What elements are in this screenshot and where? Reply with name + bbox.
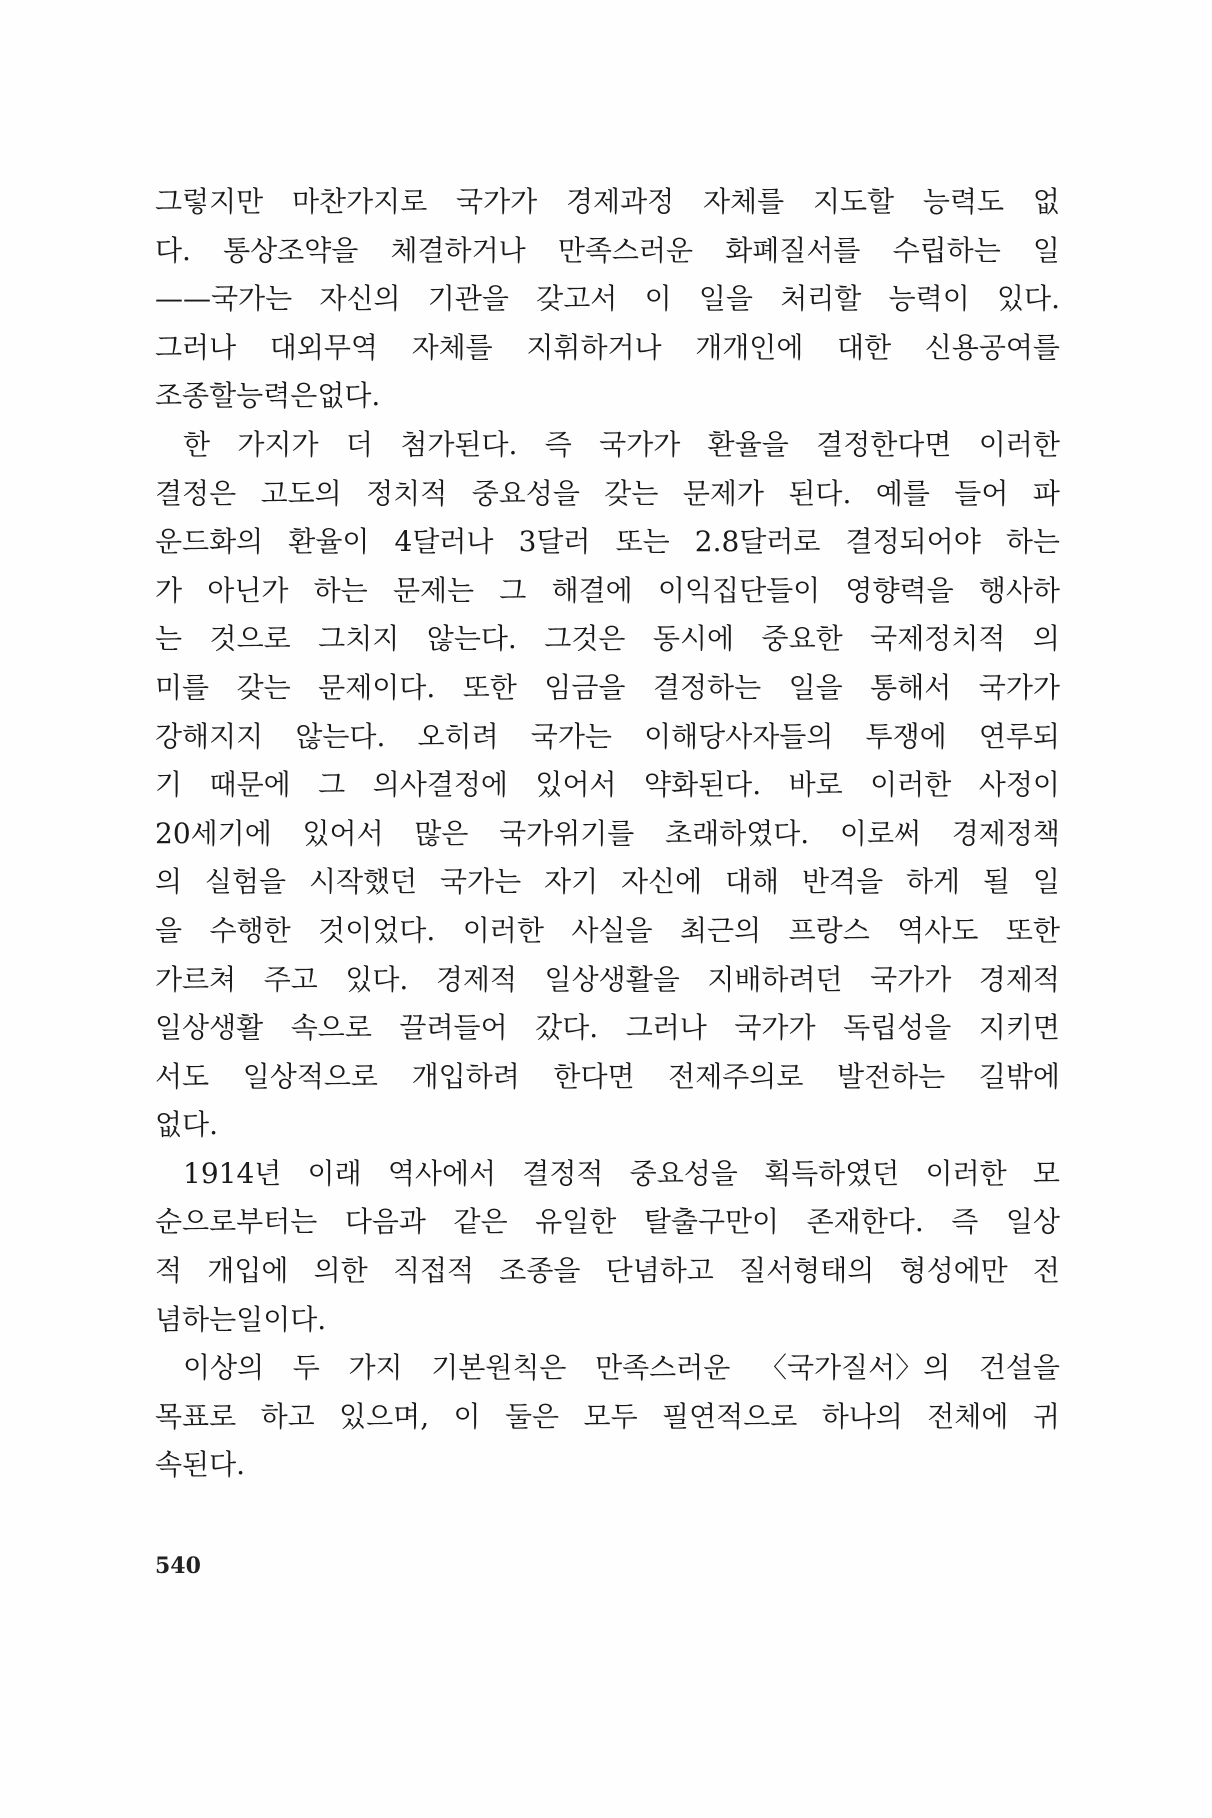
text-line: 20세기에 있어서 많은 국가위기를 초래하였다. 이로써 경제정책 bbox=[155, 816, 1060, 850]
body-text bbox=[155, 178, 1060, 1490]
text-line: 그러나 대외무역 자체를 지휘하거나 개개인에 대한 신용공여를 bbox=[155, 330, 1060, 364]
text-line: 1914년 이래 역사에서 결정적 중요성을 획득하였던 이러한 모 bbox=[183, 1156, 1060, 1190]
text-line: 기 때문에 그 의사결정에 있어서 약화된다. 바로 이러한 사정이 bbox=[155, 768, 1060, 802]
text-line: 의 실험을 시작했던 국가는 자기 자신에 대해 반격을 하게 될 일 bbox=[155, 865, 1060, 899]
text-line: 결정은 고도의 정치적 중요성을 갖는 문제가 된다. 예를 들어 파 bbox=[155, 476, 1060, 510]
text-line: 념하는 일이다. bbox=[155, 1302, 327, 1336]
text-line: 가르쳐 주고 있다. 경제적 일상생활을 지배하려던 국가가 경제적 bbox=[155, 962, 1060, 996]
text-line: 가 아닌가 하는 문제는 그 해결에 이익집단들이 영향력을 행사하 bbox=[155, 573, 1060, 607]
text-line: 그렇지만 마찬가지로 국가가 경제과정 자체를 지도할 능력도 없 bbox=[155, 185, 1060, 218]
text-line: 일상생활 속으로 끌려들어 갔다. 그러나 국가가 독립성을 지키면 bbox=[155, 1011, 1060, 1045]
text-line: 적 개입에 의한 직접적 조종을 단념하고 질서형태의 형성에만 전 bbox=[155, 1254, 1060, 1288]
text-line: 강해지지 않는다. 오히려 국가는 이해당사자들의 투쟁에 연루되 bbox=[155, 719, 1060, 753]
text-line: 을 수행한 것이었다. 이러한 사실을 최근의 프랑스 역사도 또한 bbox=[155, 913, 1060, 947]
text-line: 속된다. bbox=[155, 1448, 246, 1482]
text-line: 목표로 하고 있으며, 이 둘은 모두 필연적으로 하나의 전체에 귀 bbox=[155, 1399, 1060, 1433]
text-line: ——국가는 자신의 기관을 갖고서 이 일을 처리할 능력이 있다. bbox=[155, 282, 1060, 316]
text-line: 순으로부터는 다음과 같은 유일한 탈출구만이 존재한다. 즉 일상 bbox=[155, 1205, 1060, 1239]
text-line: 미를 갖는 문제이다. 또한 임금을 결정하는 일을 통해서 국가가 bbox=[155, 670, 1060, 704]
text-line: 서도 일상적으로 개입하려 한다면 전제주의로 발전하는 길밖에 bbox=[155, 1059, 1060, 1093]
text-line: 이상의 두 가지 기본원칙은 만족스러운 〈국가질서〉의 건설을 bbox=[183, 1351, 1060, 1385]
text-line: 다. 통상조약을 체결하거나 만족스러운 화폐질서를 수립하는 일 bbox=[155, 233, 1060, 267]
text-line: 없다. bbox=[155, 1108, 218, 1142]
text-line: 는 것으로 그치지 않는다. 그것은 동시에 중요한 국제정치적 의 bbox=[155, 622, 1060, 656]
page-number: 540 bbox=[155, 1553, 201, 1579]
text-line: 한 가지가 더 첨가된다. 즉 국가가 환율을 결정한다면 이러한 bbox=[183, 427, 1060, 461]
text-line: 운드화의 환율이 4달러나 3달러 또는 2.8달러로 결정되어야 하는 bbox=[155, 525, 1060, 559]
text-line: 조종할 능력은 없다. bbox=[155, 379, 381, 413]
